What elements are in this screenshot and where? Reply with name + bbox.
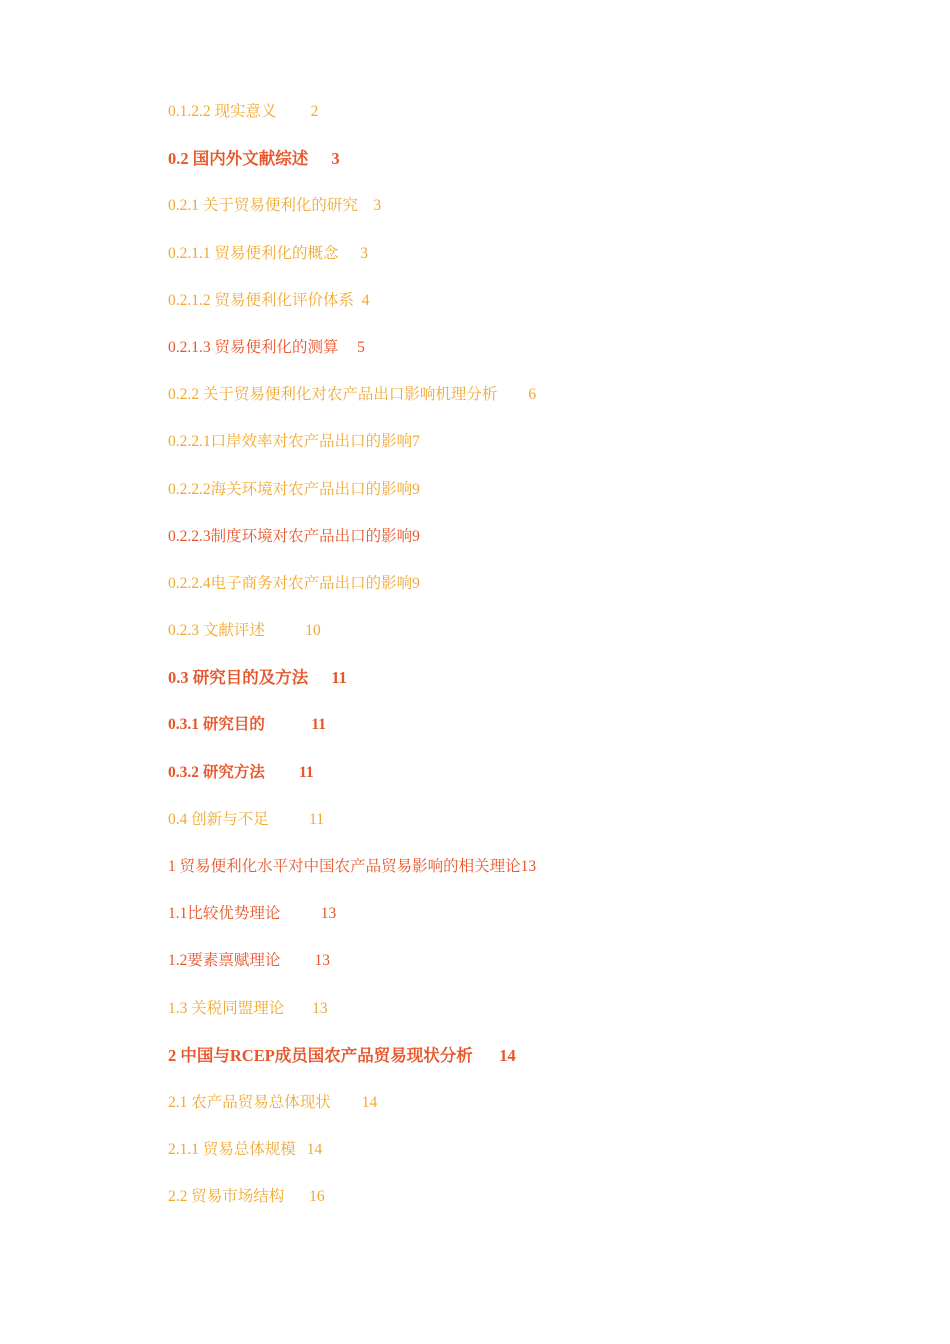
- toc-entry-title: 1 贸易便利化水平对中国农产品贸易影响的相关理论: [168, 858, 521, 875]
- toc-entry-title: 1.2要素禀赋理论: [168, 952, 281, 970]
- toc-entry-page-number: 3: [360, 244, 368, 262]
- toc-entry-title: 0.3 研究目的及方法: [168, 668, 309, 688]
- toc-entry-page-number: 9: [412, 527, 420, 545]
- toc-entry-page-number: 3: [373, 197, 382, 215]
- toc-entry-title: 0.2.1 关于贸易便利化的研究: [168, 197, 358, 215]
- toc-entry-title: 0.2.2.1口岸效率对农产品出口的影响: [168, 433, 413, 451]
- toc-entry[interactable]: [168, 151, 808, 198]
- toc-entry-title: 0.2.3 文献评述: [168, 622, 265, 640]
- toc-entry-page-number: 2: [310, 103, 319, 120]
- toc-entry[interactable]: [168, 812, 808, 859]
- toc-entry-title: 1.3 关税同盟理论: [168, 999, 285, 1017]
- toc-entry[interactable]: [168, 340, 808, 387]
- toc-entry-title: 0.3.1 研究目的: [168, 716, 265, 734]
- toc-entry-page-number: 14: [361, 1093, 378, 1111]
- toc-entry[interactable]: [168, 434, 808, 481]
- toc-entry[interactable]: [168, 765, 808, 812]
- toc-entry-page-number: 3: [331, 149, 340, 169]
- toc-entry-title: 1.1比较优势理论: [168, 905, 281, 923]
- toc-entry[interactable]: [168, 293, 808, 340]
- toc-entry-page-number: 9: [412, 574, 420, 592]
- toc-entry-title: 0.2.2.2海关环境对农产品出口的影响: [168, 480, 413, 498]
- toc-entry-page-number: 14: [306, 1141, 323, 1159]
- toc-entry-page-number: 10: [305, 622, 321, 640]
- toc-entry-page-number: 13: [320, 905, 337, 923]
- toc-entry[interactable]: [168, 1142, 808, 1189]
- toc-entry-page-number: 7: [412, 433, 420, 451]
- toc-entry-title: 0.2.2 关于贸易便利化对农产品出口影响机理分析: [168, 386, 498, 404]
- toc-entry-title: 2.1.1 贸易总体规模: [168, 1141, 296, 1159]
- toc-entry-title: 0.2 国内外文献综述: [168, 149, 309, 169]
- toc-entry-title: 0.3.2 研究方法: [168, 763, 265, 781]
- toc-entry-page-number: 11: [331, 668, 347, 688]
- toc-entry[interactable]: [168, 623, 808, 670]
- toc-entry-title: 0.2.2.4电子商务对农产品出口的影响: [168, 574, 413, 592]
- toc-entry-page-number: 13: [314, 952, 330, 970]
- toc-entry-page-number: 9: [412, 480, 420, 498]
- toc-entry-page-number: 13: [312, 999, 328, 1017]
- toc-entry[interactable]: [168, 859, 808, 906]
- table-of-contents: [168, 104, 808, 1237]
- toc-entry-page-number: 4: [361, 291, 370, 309]
- toc-entry-page-number: 14: [499, 1045, 516, 1065]
- toc-entry-title: 0.2.1.2 贸易便利化评价体系: [168, 291, 355, 309]
- toc-entry[interactable]: [168, 246, 808, 293]
- toc-entry[interactable]: [168, 198, 808, 245]
- toc-entry-title: 0.2.2.3制度环境对农产品出口的影响: [168, 527, 413, 545]
- toc-entry-title: 0.2.1.3 贸易便利化的测算: [168, 338, 339, 356]
- toc-entry-title: 0.2.1.1 贸易便利化的概念: [168, 244, 339, 262]
- toc-entry-page-number: 11: [309, 810, 324, 828]
- toc-entry[interactable]: [168, 1189, 808, 1236]
- toc-entry[interactable]: [168, 1001, 808, 1048]
- toc-entry[interactable]: [168, 953, 808, 1000]
- toc-entry-title: 2.1 农产品贸易总体现状: [168, 1093, 331, 1111]
- toc-entry[interactable]: [168, 482, 808, 529]
- toc-entry-page-number: 11: [298, 763, 314, 781]
- toc-entry[interactable]: [168, 1095, 808, 1142]
- toc-entry-title: 2.2 贸易市场结构: [168, 1188, 285, 1206]
- toc-entry[interactable]: [168, 717, 808, 764]
- toc-entry-page-number: 16: [309, 1188, 325, 1206]
- toc-entry[interactable]: [168, 576, 808, 623]
- toc-entry[interactable]: [168, 1045, 808, 1095]
- toc-entry[interactable]: [168, 906, 808, 953]
- toc-entry-title: 2 中国与RCEP成员国农产品贸易现状分析: [168, 1045, 473, 1065]
- toc-entry-page-number: 6: [528, 386, 537, 404]
- toc-entry[interactable]: [168, 529, 808, 576]
- toc-entry-page-number: 13: [520, 858, 537, 875]
- toc-entry[interactable]: [168, 104, 808, 151]
- toc-entry[interactable]: [168, 670, 808, 717]
- toc-entry-title: 0.4 创新与不足: [168, 810, 269, 828]
- toc-entry-page-number: 5: [357, 338, 365, 356]
- toc-entry-page-number: 11: [311, 716, 327, 734]
- toc-entry[interactable]: [168, 387, 808, 434]
- toc-entry-title: 0.1.2.2 现实意义: [168, 103, 277, 120]
